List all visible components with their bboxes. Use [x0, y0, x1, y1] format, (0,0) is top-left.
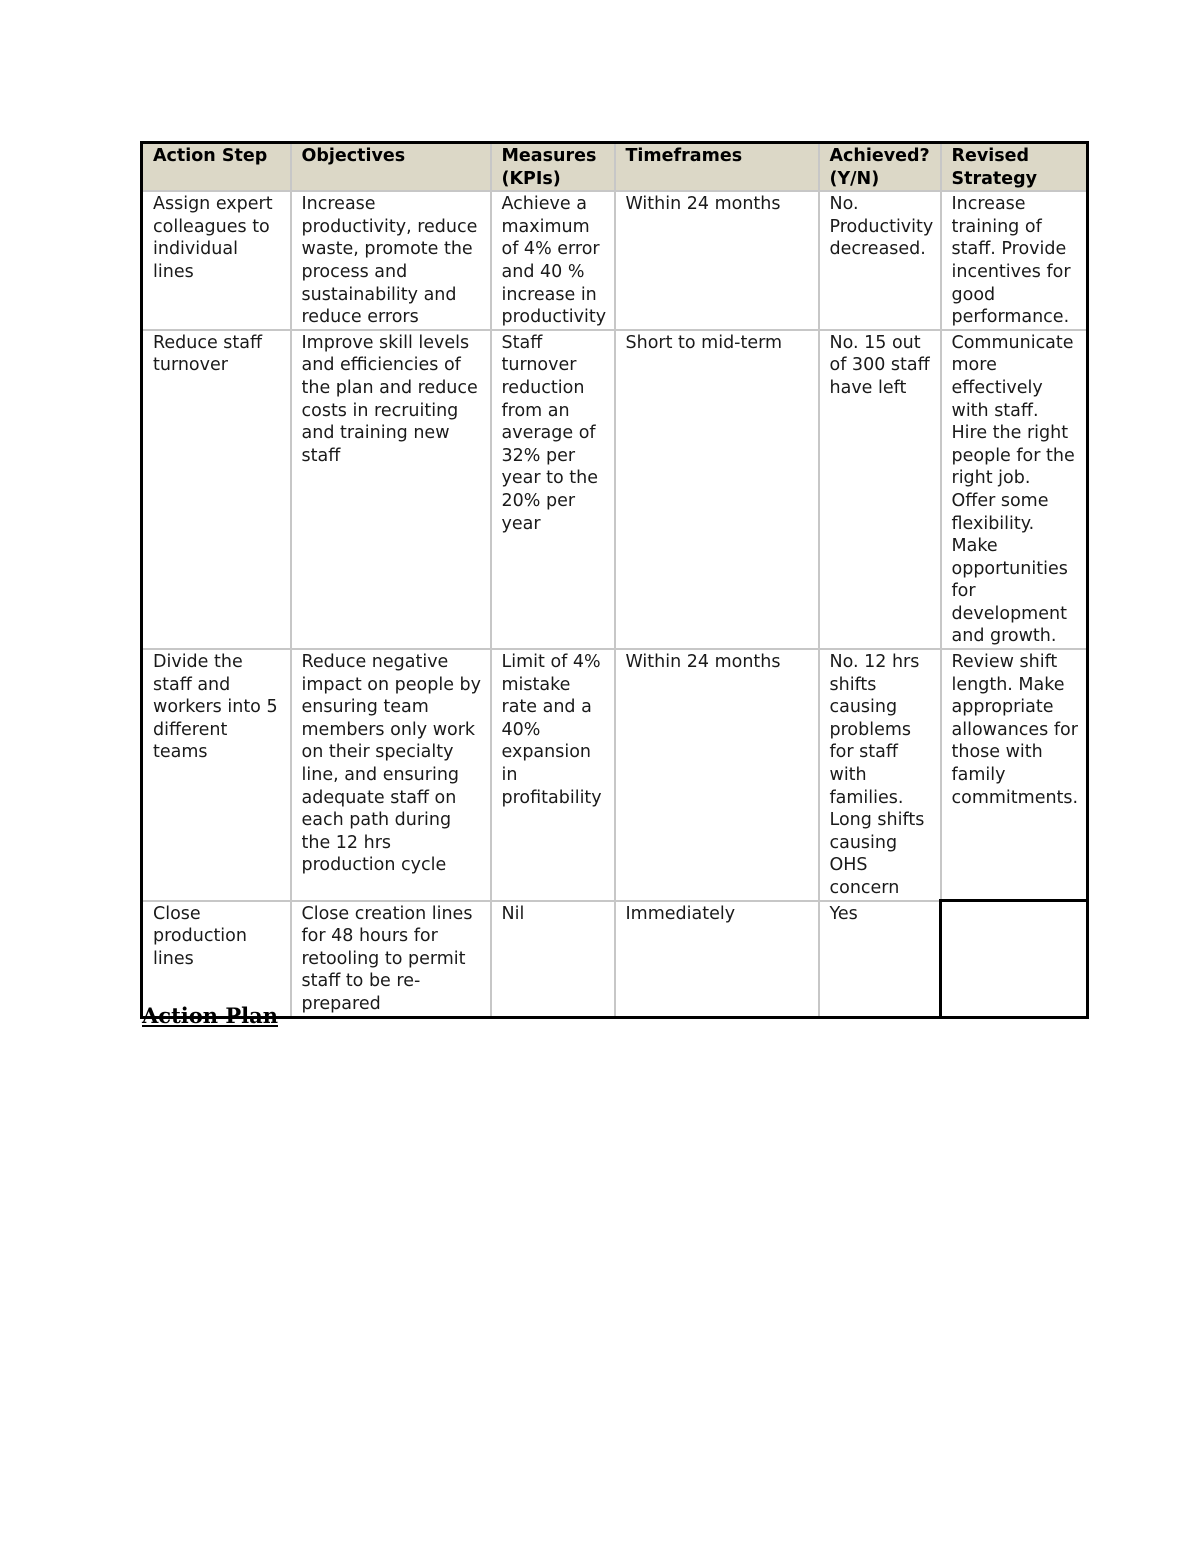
cell-measures: Achieve a maximum of 4% error and 40 % increase in productivity [491, 191, 615, 330]
cell-action-step: Reduce staff turnover [142, 330, 291, 649]
cell-measures: Nil [491, 901, 615, 1017]
header-timeframes: Timeframes [615, 143, 819, 192]
cell-action-step: Divide the staff and workers into 5 different teams [142, 649, 291, 901]
cell-revised-strategy [941, 901, 1088, 1017]
cell-timeframes: Immediately [615, 901, 819, 1017]
action-plan-table [140, 141, 1089, 1019]
table-row [142, 901, 1088, 1017]
cell-objectives: Improve skill levels and efficiencies of the plan and reduce costs in recruiting and training new staff [291, 330, 491, 649]
cell-action-step: Assign expert colleagues to individual lines [142, 191, 291, 330]
table-row [142, 649, 1088, 901]
cell-revised-strategy: Increase training of staff. Provide incentives for good performance. [941, 191, 1088, 330]
cell-timeframes: Short to mid-term [615, 330, 819, 649]
table-row [142, 330, 1088, 649]
header-action-step: Action Step [142, 143, 291, 192]
header-objectives: Objectives [291, 143, 491, 192]
header-measures: Measures (KPIs) [491, 143, 615, 192]
cell-measures: Staff turnover reduction from an average of 32% per year to the 20% per year [491, 330, 615, 649]
header-revised-strategy: Revised Strategy [941, 143, 1088, 192]
cell-timeframes: Within 24 months [615, 649, 819, 901]
cell-action-step: Close production lines [142, 901, 291, 1017]
cell-timeframes: Within 24 months [615, 191, 819, 330]
cell-achieved: No. 15 out of 300 staff have left [819, 330, 941, 649]
header-achieved: Achieved? (Y/N) [819, 143, 941, 192]
table-caption: Action Plan [142, 1003, 278, 1028]
cell-achieved: No. Productivity decreased. [819, 191, 941, 330]
cell-objectives: Close creation lines for 48 hours for retooling to permit staff to be re-prepared [291, 901, 491, 1017]
cell-achieved: Yes [819, 901, 941, 1017]
table-header-row [142, 143, 1088, 192]
cell-revised-strategy: Communicate more effectively with staff. Hire the right people for the right job. Offer some flexibility. Make opportunities for development and growth. [941, 330, 1088, 649]
cell-revised-strategy: Review shift length. Make appropriate allowances for those with family commitments. [941, 649, 1088, 901]
table-row [142, 191, 1088, 330]
cell-measures: Limit of 4% mistake rate and a 40% expansion in profitability [491, 649, 615, 901]
cell-objectives: Increase productivity, reduce waste, promote the process and sustainability and reduce errors [291, 191, 491, 330]
cell-objectives: Reduce negative impact on people by ensuring team members only work on their specialty line, and ensuring adequate staff on each path during the 12 hrs production cycle [291, 649, 491, 901]
cell-achieved: No. 12 hrs shifts causing problems for staff with families. Long shifts causing OHS concern [819, 649, 941, 901]
